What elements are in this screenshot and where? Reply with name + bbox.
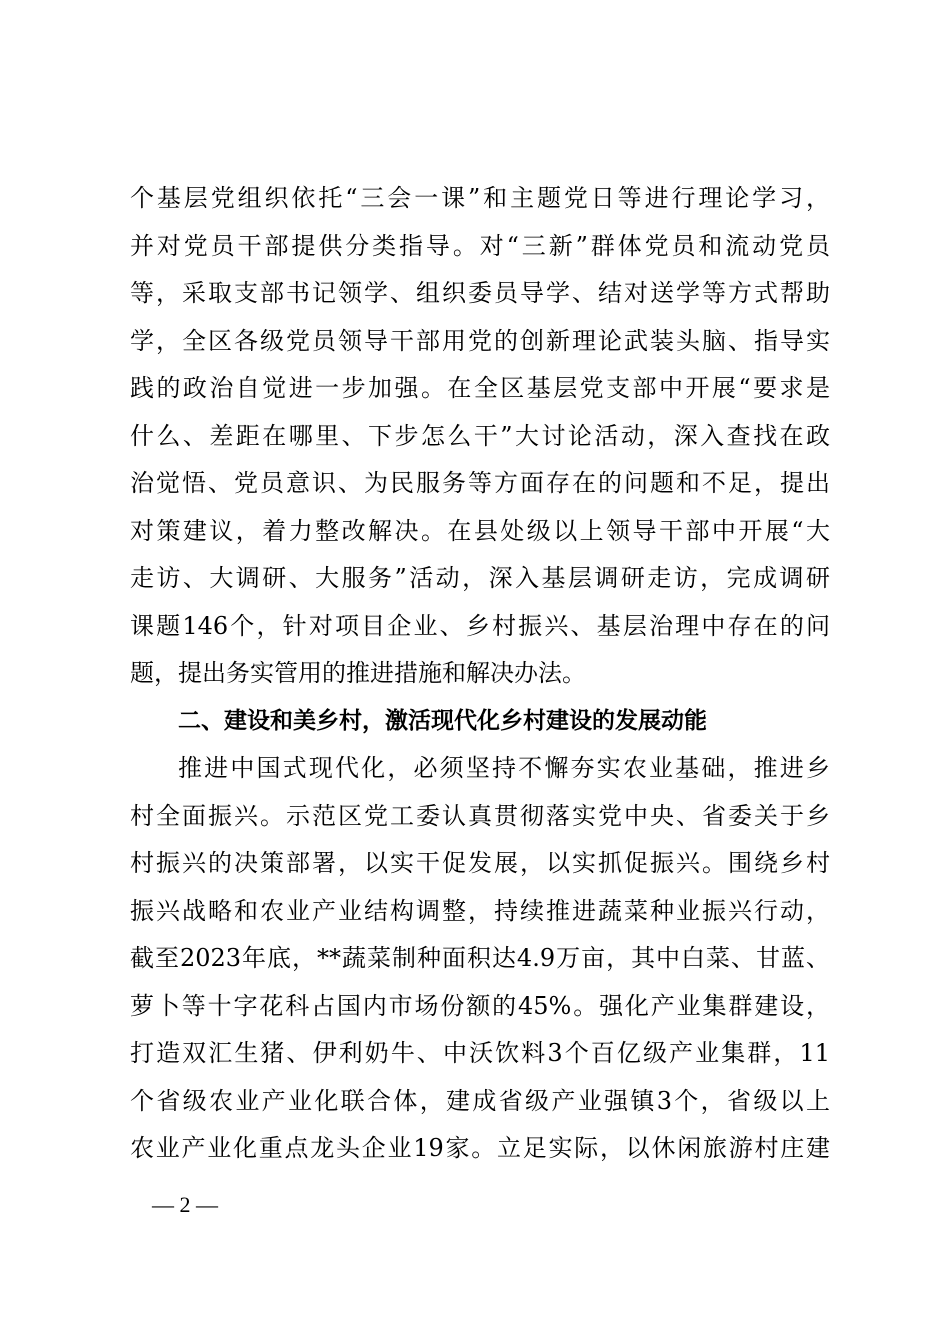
- text-line: 农业产业化重点龙头企业19家。立足实际，以休闲旅游村庄建: [130, 1134, 830, 1162]
- text-line: 振兴战略和农业产业结构调整，持续推进蔬菜种业振兴行动，: [130, 896, 830, 925]
- text-line: 截至2023年底，**蔬菜制种面积达4.9万亩，其中白菜、甘蓝、: [130, 944, 830, 972]
- text-line: 对策建议，着力整改解决。在县处级以上领导干部中开展“大: [130, 516, 830, 545]
- section-heading: 二、建设和美乡村，激活现代化乡村建设的发展动能: [178, 707, 707, 734]
- text-line: 萝卜等十字花科占国内市场份额的45%。强化产业集群建设，: [130, 991, 830, 1020]
- text-line: 等，采取支部书记领学、组织委员导学、结对送学等方式帮助: [130, 279, 830, 307]
- paragraph-2: [130, 745, 830, 1173]
- text-line: 村振兴的决策部署，以实干促发展，以实抓促振兴。围绕乡村: [130, 849, 830, 877]
- text-line: 什么、差距在哪里、下步怎么干”大讨论活动，深入查找在政: [130, 421, 830, 450]
- text-line: 学，全区各级党员领导干部用党的创新理论武装头脑、指导实: [130, 326, 830, 355]
- text-line: 个基层党组织依托“三会一课”和主题党日等进行理论学习，: [130, 184, 830, 212]
- paragraph-1: [130, 175, 830, 698]
- text-line: 治觉悟、党员意识、为民服务等方面存在的问题和不足，提出: [130, 469, 830, 497]
- text-line: 走访、大调研、大服务”活动，深入基层调研走访，完成调研: [130, 564, 830, 592]
- text-line: 并对党员干部提供分类指导。对“三新”群体党员和流动党员: [130, 231, 830, 260]
- text-line: 践的政治自觉进一步加强。在全区基层党支部中开展“要求是: [130, 374, 830, 402]
- document-body: [130, 175, 830, 1173]
- page-number: — 2 —: [152, 1192, 218, 1217]
- text-line: 题，提出务实管用的推进措施和解决办法。: [130, 659, 586, 687]
- text-line: 打造双汇生猪、伊利奶牛、中沃饮料3个百亿级产业集群，11: [130, 1039, 830, 1067]
- text-line: 村全面振兴。示范区党工委认真贯彻落实党中央、省委关于乡: [130, 801, 830, 830]
- text-line: 课题146个，针对项目企业、乡村振兴、基层治理中存在的问: [130, 611, 830, 640]
- text-line: 推进中国式现代化，必须坚持不懈夯实农业基础，推进乡: [178, 754, 830, 782]
- text-line: 个省级农业产业化联合体，建成省级产业强镇3个，省级以上: [130, 1086, 830, 1115]
